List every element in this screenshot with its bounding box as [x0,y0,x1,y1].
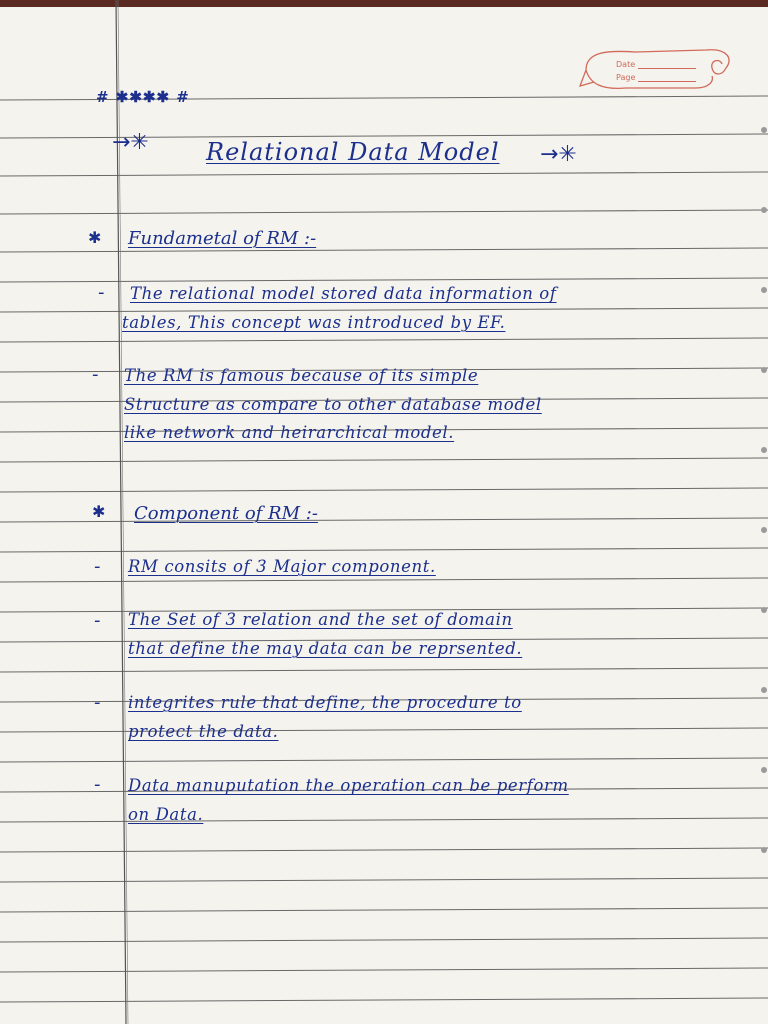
section-1-item-1-line-1: The relational model stored data information of [130,284,557,303]
section-1-item-2-line-2: Structure as compare to other database model [124,395,542,414]
section-1-item-2-line-3: like network and heirarchical model. [124,423,455,442]
date-label: Date [616,60,636,69]
header-mark: # ✱✱✱✱ # [96,88,190,106]
section-heading: Fundametal of RM :- [128,228,317,249]
page-line [638,81,696,82]
sparkle-left-icon: →✳ [112,130,149,155]
section-star-icon: ✱ [88,228,102,247]
section-2-item-4-line-2: on Data. [128,805,204,824]
bullet-dash: - [94,556,101,577]
bullet-dash: - [98,282,105,303]
section-heading: Component of RM :- [134,503,318,524]
section-1-item-1-line-2: tables, This concept was introduced by EF. [122,313,506,332]
date-line [638,68,696,69]
sparkle-right-icon: →✳ [540,142,577,167]
page-title: Relational Data Model [206,138,500,166]
section-2-item-3-line-1: integrites rule that define, the procedure to [128,693,522,712]
section-2-item-4-line-1: Data manuputation the operation can be perform [128,776,569,795]
bullet-dash: - [94,610,101,631]
bullet-dash: - [92,364,99,385]
section-2-item-2-line-1: The Set of 3 relation and the set of domain [128,610,513,629]
bullet-dash: - [94,692,101,713]
date-page-stamp [576,42,736,98]
section-2-item-1-line-1: RM consits of 3 Major component. [128,557,436,576]
scroll-banner-icon [576,42,736,98]
section-2-item-2-line-2: that define the may data can be reprsented. [128,639,523,658]
page-label: Page [616,73,636,82]
bullet-dash: - [94,774,101,795]
section-2-item-3-line-2: protect the data. [128,722,279,741]
section-star-icon: ✱ [92,502,106,521]
section-1-item-2-line-1: The RM is famous because of its simple [124,366,479,385]
